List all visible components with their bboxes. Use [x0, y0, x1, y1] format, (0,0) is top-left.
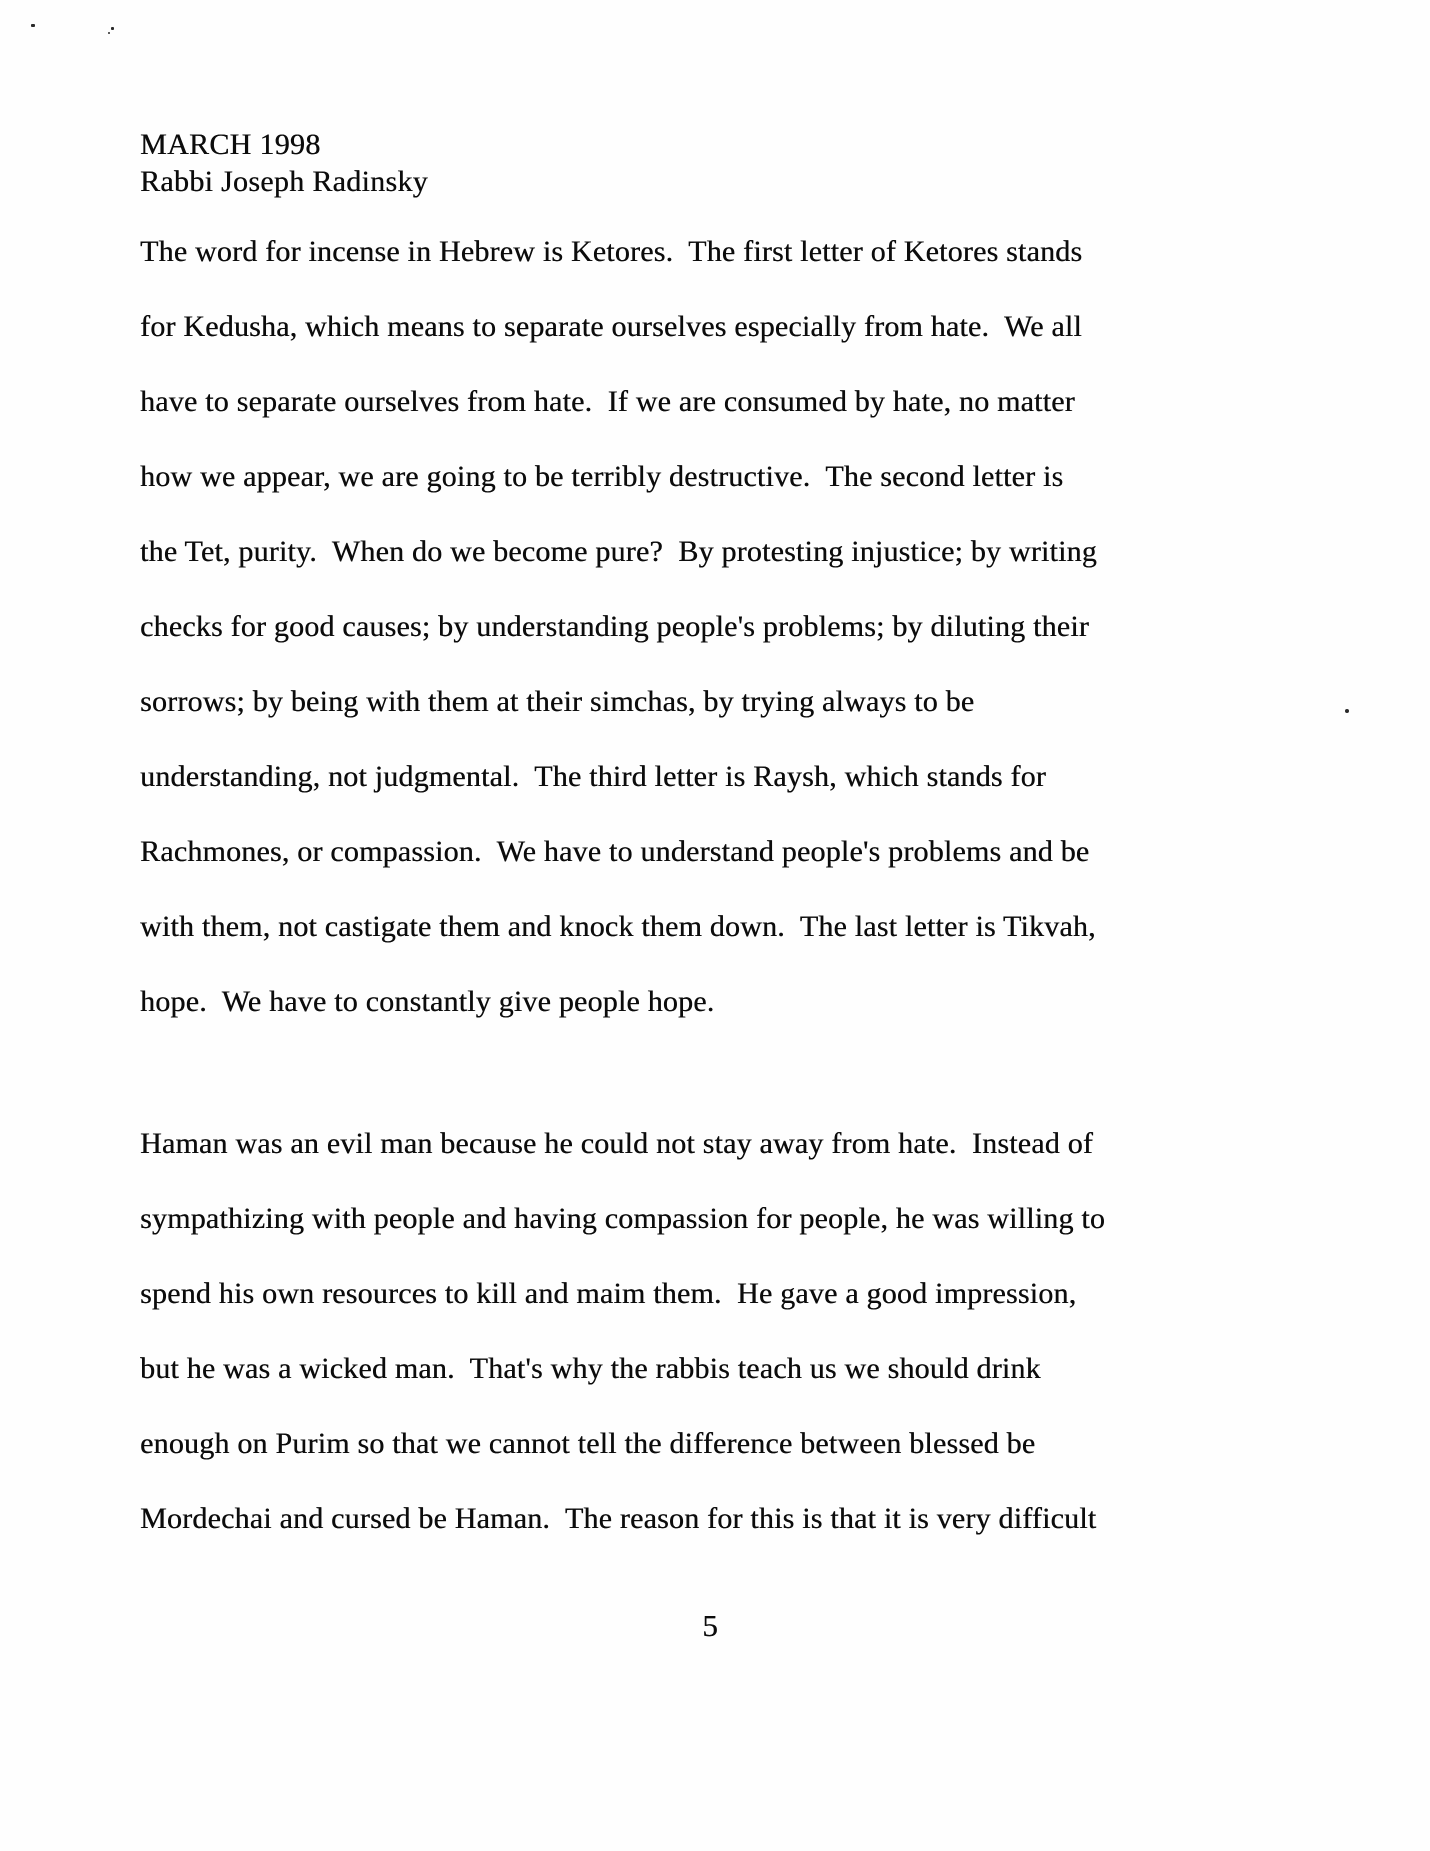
text-line: for Kedusha, which means to separate ourselves especially from hate. We all — [140, 309, 1082, 343]
text-line: spend his own resources to kill and maim them. He gave a good impression, — [140, 1276, 1077, 1310]
text-line: checks for good causes; by understanding people's problems; by diluting their — [140, 609, 1089, 643]
text-line: with them, not castigate them and knock them down. The last letter is Tikvah, — [140, 909, 1096, 943]
text-line: sympathizing with people and having compassion for people, he was willing to — [140, 1201, 1106, 1235]
page-number: 5 — [702, 1608, 718, 1643]
header-author-line: Rabbi Joseph Radinsky — [140, 164, 428, 198]
text-line: but he was a wicked man. That's why the rabbis teach us we should drink — [140, 1351, 1041, 1385]
text-line: hope. We have to constantly give people hope. — [140, 984, 715, 1018]
text-line: have to separate ourselves from hate. If we are consumed by hate, no matter — [140, 384, 1075, 418]
scan-speck — [111, 27, 114, 30]
paragraph-ketores — [140, 214, 1320, 1039]
header-date-line: MARCH 1998 — [140, 127, 321, 161]
text-line: understanding, not judgmental. The third letter is Raysh, which stands for — [140, 759, 1046, 793]
text-line: The word for incense in Hebrew is Ketores. The first letter of Ketores stands — [140, 234, 1083, 268]
text-line: Rachmones, or compassion. We have to understand people's problems and be — [140, 834, 1090, 868]
scan-speck — [31, 24, 35, 27]
document-header — [140, 126, 428, 200]
text-line: how we appear, we are going to be terribly destructive. The second letter is — [140, 459, 1064, 493]
text-line: Mordechai and cursed be Haman. The reason for this is that it is very difficult — [140, 1501, 1097, 1535]
scan-speck — [1345, 709, 1349, 713]
text-line: sorrows; by being with them at their simchas, by trying always to be — [140, 684, 975, 718]
text-line: the Tet, purity. When do we become pure? By protesting injustice; by writing — [140, 534, 1097, 568]
text-line: enough on Purim so that we cannot tell the difference between blessed be — [140, 1426, 1036, 1460]
paragraph-haman — [140, 1106, 1320, 1556]
text-line: Haman was an evil man because he could not stay away from hate. Instead of — [140, 1126, 1093, 1160]
scan-speck — [108, 32, 110, 34]
